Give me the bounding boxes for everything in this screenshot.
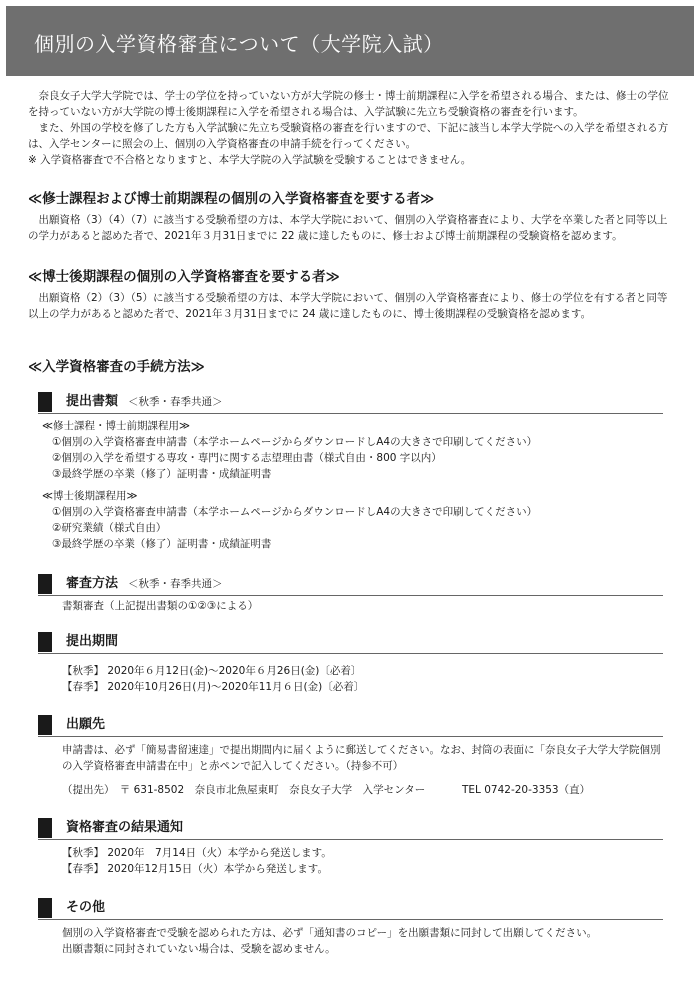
section-divider [38, 919, 663, 920]
section-bar [38, 818, 52, 838]
list-item: ③最終学歴の卒業（修了）証明書・成績証明書 [52, 538, 272, 550]
destination-address: （提出先） 〒 631-8502 奈良市北魚屋東町 奈良女子大学 入学センター [62, 784, 426, 796]
master-heading: ≪修士課程および博士前期課程の個別の入学資格審査を要する者≫ [28, 191, 435, 207]
intro-paragraph-2: また、外国の学校を修了した方も入学試験に先立ち受験資格の審査を行いますので、下記に該当し本学大学院への入学を希望される方は、入学センターに照会の上、個別の入学資格審査の申請手続を行ってください。 [28, 122, 669, 150]
list-item: ②個別の入学を希望する専攻・専門に関する志望理由書（様式自由・800 字以内） [52, 452, 442, 464]
list-item: ①個別の入学資格審査申請書（本学ホームページからダウンロードしA4の大きさで印刷してください） [52, 436, 538, 448]
section-divider [38, 736, 663, 737]
period-spring: 【春季】 2020年10月26日(月)～2020年11月６日(金)〔必着〕 [62, 681, 365, 693]
section-bar [38, 632, 52, 652]
documents-header [38, 392, 223, 412]
section-bar [38, 715, 52, 735]
result-spring: 【春季】 2020年12月15日（火）本学から発送します。 [62, 863, 328, 875]
period-title: 提出期間 [66, 634, 119, 649]
list-item: ③最終学歴の卒業（修了）証明書・成績証明書 [52, 468, 272, 480]
other-title: その他 [66, 900, 106, 915]
destination-title: 出願先 [66, 717, 106, 732]
result-header [38, 818, 183, 838]
other-list [62, 925, 672, 957]
result-title: 資格審査の結果通知 [66, 820, 184, 835]
documents-title: 提出書類 [66, 394, 119, 409]
page-title: 個別の入学資格審査について（大学院入試） [34, 32, 444, 56]
destination-body: 申請書は、必ず「簡易書留速達」で提出期間内に届くように郵送してください。なお、封筒の表面に「奈良女子大学大学院個別の入学資格審査申請書在中」と赤ペンで記入してください。（持参不可） [62, 744, 661, 772]
documents-doctor-label: ≪博士後期課程用≫ [42, 490, 138, 502]
documents-doctor-list [52, 504, 672, 552]
other-line: 出願書類に同封されていない場合は、受験を認めません。 [62, 943, 336, 955]
period-header [38, 632, 118, 652]
documents-note: ＜秋季・春季共通＞ [128, 396, 223, 408]
destination-header [38, 715, 105, 735]
list-item: ②研究業績（様式自由） [52, 522, 167, 534]
destination-tel: TEL 0742-20-3353（直） [462, 784, 591, 796]
procedure-heading: ≪入学資格審査の手続方法≫ [28, 359, 205, 375]
intro-note: ※ 入学資格審査で不合格となりますと、本学大学院の入学試験を受験することはできません。 [28, 154, 472, 166]
intro-paragraph-1: 奈良女子大学大学院では、学士の学位を持っていない方が大学院の修士・博士前期課程に入学を希望される場合、または、修士の学位を持っていない方が大学院の博士後期課程に入学を希望される場合は、入学試験に先立ち受験資格の審査を行います。 [28, 90, 669, 118]
result-list [62, 845, 662, 877]
documents-master-label: ≪修士課程・博士前期課程用≫ [42, 420, 190, 432]
section-bar [38, 392, 52, 412]
section-divider [38, 413, 663, 414]
method-note: ＜秋季・春季共通＞ [128, 578, 223, 590]
doctor-body: 出願資格（2）（3）（5）に該当する受験希望の方は、本学大学院において、個別の入学資格審査により、修士の学位を有する者と同等以上の学力があると認めた者で、2021年３月31日までに 24 歳に達したものに、博士後期課程の受験資格を認めます。 [28, 292, 668, 320]
period-autumn: 【秋季】 2020年６月12日(金)～2020年６月26日(金)〔必着〕 [62, 665, 362, 677]
section-bar [38, 574, 52, 594]
method-body: 書類審査（上記提出書類の①②③による） [62, 600, 259, 612]
section-divider [38, 839, 663, 840]
section-divider [38, 595, 663, 596]
period-list [62, 663, 662, 695]
doctor-heading: ≪博士後期課程の個別の入学資格審査を要する者≫ [28, 269, 340, 285]
result-autumn: 【秋季】 2020年 7月14日（火）本学から発送します。 [62, 847, 332, 859]
method-title: 審査方法 [66, 576, 119, 591]
method-header [38, 574, 223, 594]
other-line: 個別の入学資格審査で受験を認められた方は、必ず「通知書のコピー」を出願書類に同封して出願してください。 [62, 927, 598, 939]
section-divider [38, 653, 663, 654]
list-item: ①個別の入学資格審査申請書（本学ホームページからダウンロードしA4の大きさで印刷してください） [52, 506, 538, 518]
master-body: 出願資格（3）（4）（7）に該当する受験希望の方は、本学大学院において、個別の入学資格審査により、大学を卒業した者と同等以上の学力があると認めた者で、2021年３月31日までに 22 歳に達したものに、修士および博士前期課程の受験資格を認めます。 [28, 214, 668, 242]
documents-master-list [52, 434, 672, 482]
page-header [6, 6, 694, 76]
section-bar [38, 898, 52, 918]
other-header [38, 898, 105, 918]
